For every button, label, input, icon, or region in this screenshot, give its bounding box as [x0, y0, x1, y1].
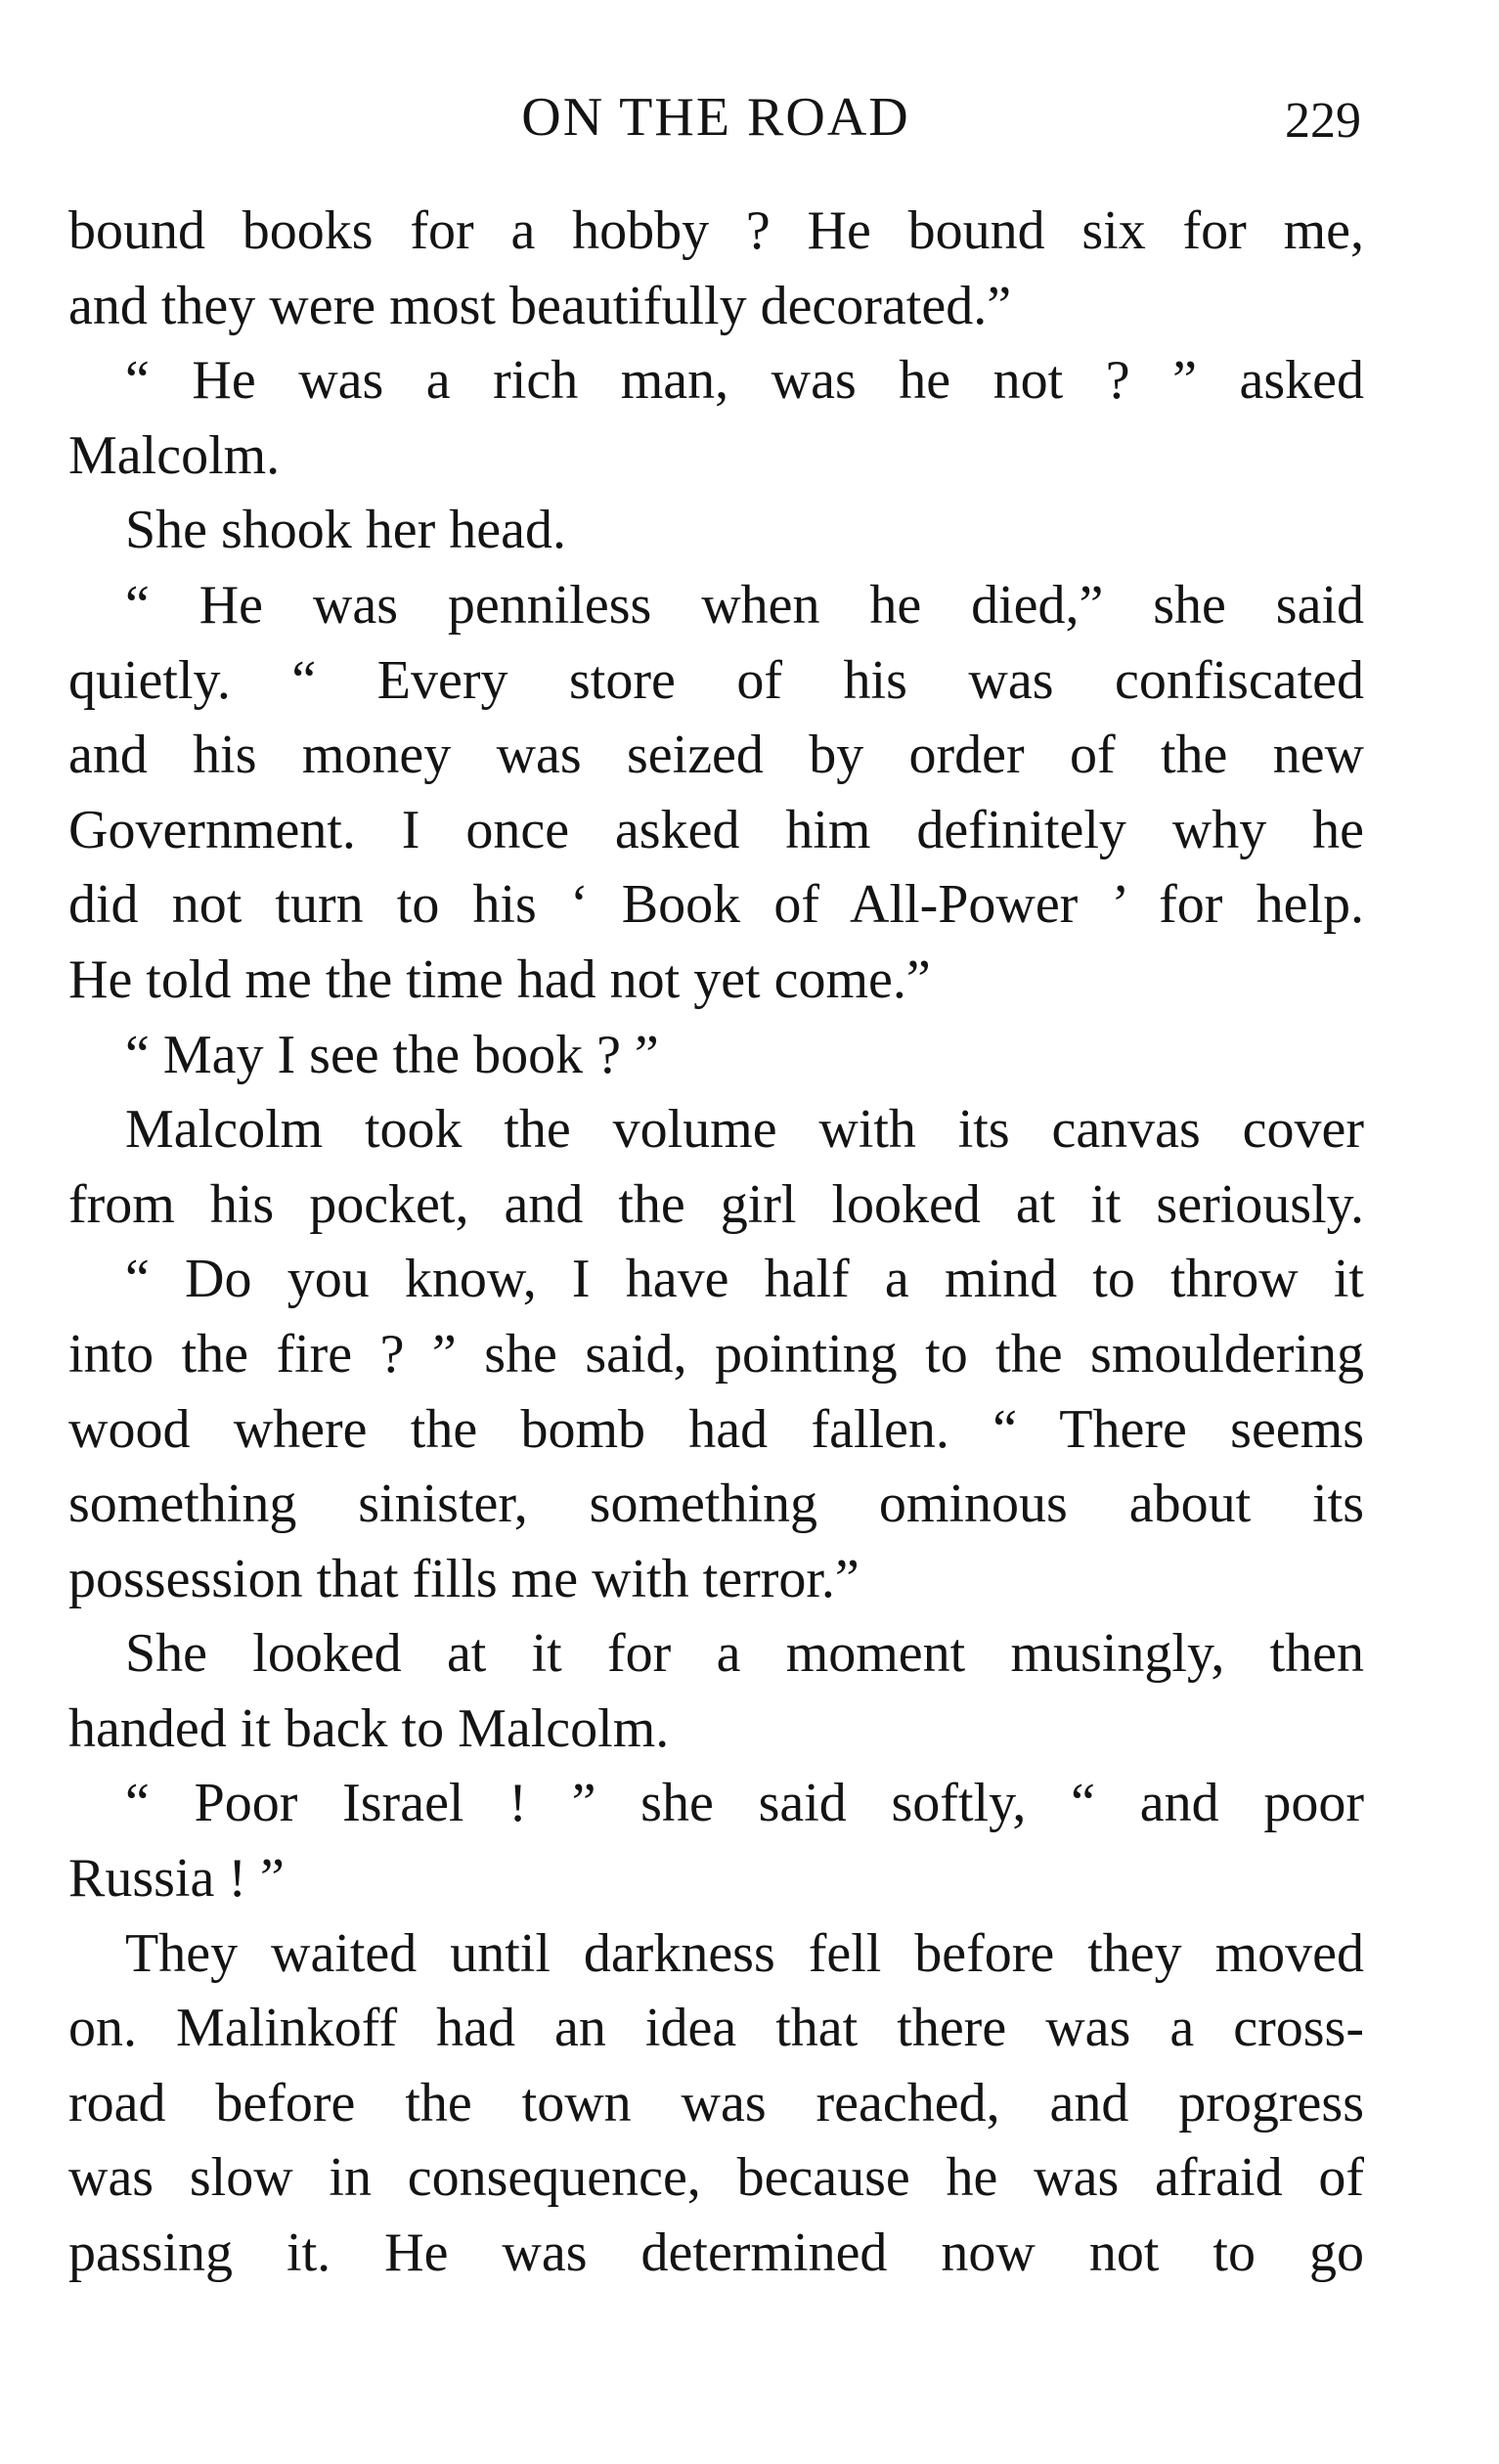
text-line: Malcolm took the volume with its canvas cover	[125, 1099, 1364, 1161]
text-line: “ Poor Israel ! ” she said softly, “ and poor	[125, 1773, 1364, 1834]
text-line: “ May I see the book ? ”	[125, 1024, 659, 1085]
text-line: wood where the bomb had fallen. “ There seems	[68, 1398, 1364, 1460]
text-line: He told me the time had not yet come.”	[68, 948, 931, 1010]
text-line: “ Do you know, I have half a mind to throw it	[125, 1249, 1364, 1310]
text-line: Government. I once asked him definitely why he	[68, 799, 1364, 860]
text-line: possession that fills me with terror.”	[68, 1548, 860, 1609]
text-line: bound books for a hobby ? He bound six for me,	[68, 200, 1364, 261]
text-line: into the fire ? ” she said, pointing to the smouldering	[68, 1323, 1364, 1385]
page-header	[70, 86, 1361, 149]
text-line: passing it. He was determined now not to go	[68, 2222, 1364, 2284]
text-line: She looked at it for a moment musingly, then	[125, 1623, 1364, 1685]
text-line: from his pocket, and the girl looked at it seriously.	[68, 1173, 1364, 1235]
text-line: “ He was a rich man, was he not ? ” asked	[125, 350, 1364, 412]
text-line: quietly. “ Every store of his was confiscated	[68, 649, 1364, 711]
text-line: something sinister, something ominous about its	[68, 1474, 1364, 1535]
text-line: and his money was seized by order of the new	[68, 725, 1364, 786]
text-line: road before the town was reached, and progress	[68, 2072, 1364, 2134]
text-line: handed it back to Malcolm.	[68, 1697, 670, 1759]
text-line: “ He was penniless when he died,” she said	[125, 574, 1364, 636]
text-line: Malcolm.	[68, 424, 281, 486]
text-line: on. Malinkoff had an idea that there was a cross-	[68, 1998, 1364, 2059]
text-line: Russia ! ”	[68, 1848, 285, 1910]
running-title: ON THE ROAD	[521, 87, 910, 148]
body-text	[68, 194, 1364, 2291]
text-line: and they were most beautifully decorated.”	[68, 275, 1012, 336]
text-line: They waited until darkness fell before they moved	[125, 1922, 1364, 1984]
text-line: did not turn to his ‘ Book of All-Power ’ for help.	[68, 874, 1364, 936]
text-line: was slow in consequence, because he was afraid of	[68, 2147, 1364, 2209]
text-line: She shook her head.	[125, 500, 567, 561]
page-number: 229	[1285, 93, 1361, 149]
